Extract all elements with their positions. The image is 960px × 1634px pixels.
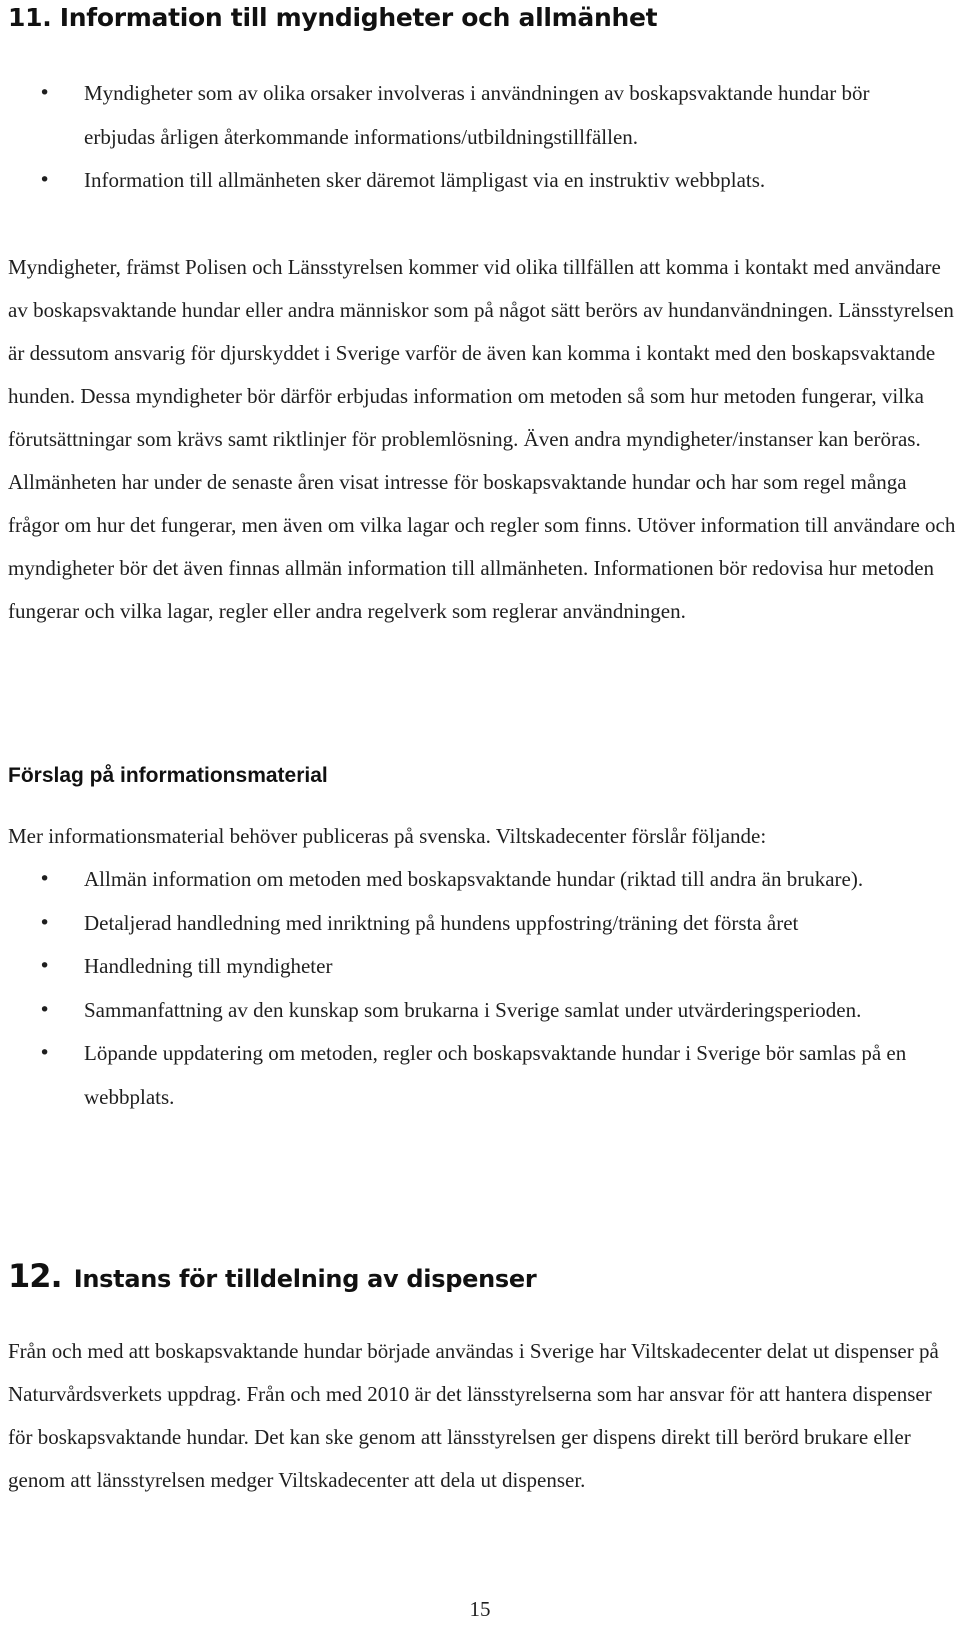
section-11-bullet-list (8, 72, 908, 203)
list-item: • Detaljerad handledning med inriktning på hundens uppfostring/träning det första året (8, 902, 908, 946)
page-number: 15 (469, 1597, 491, 1621)
list-item: • Löpande uppdatering om metoden, regler och boskapsvaktande hundar i Sverige bör samlas på en webbplats. (8, 1032, 908, 1119)
proposals-list (8, 858, 908, 1119)
proposals-intro: Mer informationsmaterial behöver publiceras på svenska. Viltskadecenter förslår följande: (8, 824, 767, 848)
proposals-subheading: Förslag på informationsmaterial (8, 764, 328, 787)
section-12-number: 12. (8, 1257, 62, 1295)
section-11-paragraph: Myndigheter, främst Polisen och Länsstyrelsen kommer vid olika tillfällen att komma i kontakt med användare av boskapsvaktande hundar eller andra människor som på något sätt berörs av hundanvändningen. Länsstyrelsen är dessutom ansvarig för djurskyddet i Sverige varför de även kan komma i kontakt med den boskapsvaktande hunden. Dessa myndigheter bör därför erbjudas information om metoden så som hur metoden fungerar, vilka förutsättningar som krävs samt riktlinjer för problemlösning. Även andra myndigheter/instanser kan beröras. Allmänheten har under de senaste åren visat intresse för boskapsvaktande hundar och har som regel många frågor om hur det fungerar, men även om vilka lagar och regler som finns. Utöver information till användare och myndigheter bör det även finnas allmän information till allmänheten. Informationen bör redovisa hur metoden fungerar och vilka lagar, regler eller andra regelverk som reglerar användningen. (8, 255, 956, 623)
section-11-heading: 11. Information till myndigheter och allmänhet (8, 3, 658, 32)
list-item: • Handledning till myndigheter (8, 945, 908, 989)
list-item: • Myndigheter som av olika orsaker involveras i användningen av boskapsvaktande hundar bör erbjudas årligen återkommande informations/utbildningstillfällen. (8, 72, 908, 159)
list-item: • Allmän information om metoden med boskapsvaktande hundar (riktad till andra än brukare). (8, 858, 908, 902)
list-item: • Sammanfattning av den kunskap som brukarna i Sverige samlat under utvärderingsperioden. (8, 989, 908, 1033)
section-12-paragraph: Från och med att boskapsvaktande hundar började användas i Sverige har Viltskadecenter delat ut dispenser på Naturvårdsverkets uppdrag. Från och med 2010 är det länsstyrelserna som har ansvar för att hantera dispenser för boskapsvaktande hundar. Det kan ske genom att länsstyrelsen ger dispens direkt till berörd brukare eller genom att länsstyrelsen medger Viltskadecenter att dela ut dispenser. (8, 1339, 939, 1492)
list-item: • Information till allmänheten sker däremot lämpligast via en instruktiv webbplats. (8, 159, 908, 203)
section-12-title: Instans för tilldelning av dispenser (73, 1265, 537, 1293)
section-12-heading (8, 1257, 536, 1295)
